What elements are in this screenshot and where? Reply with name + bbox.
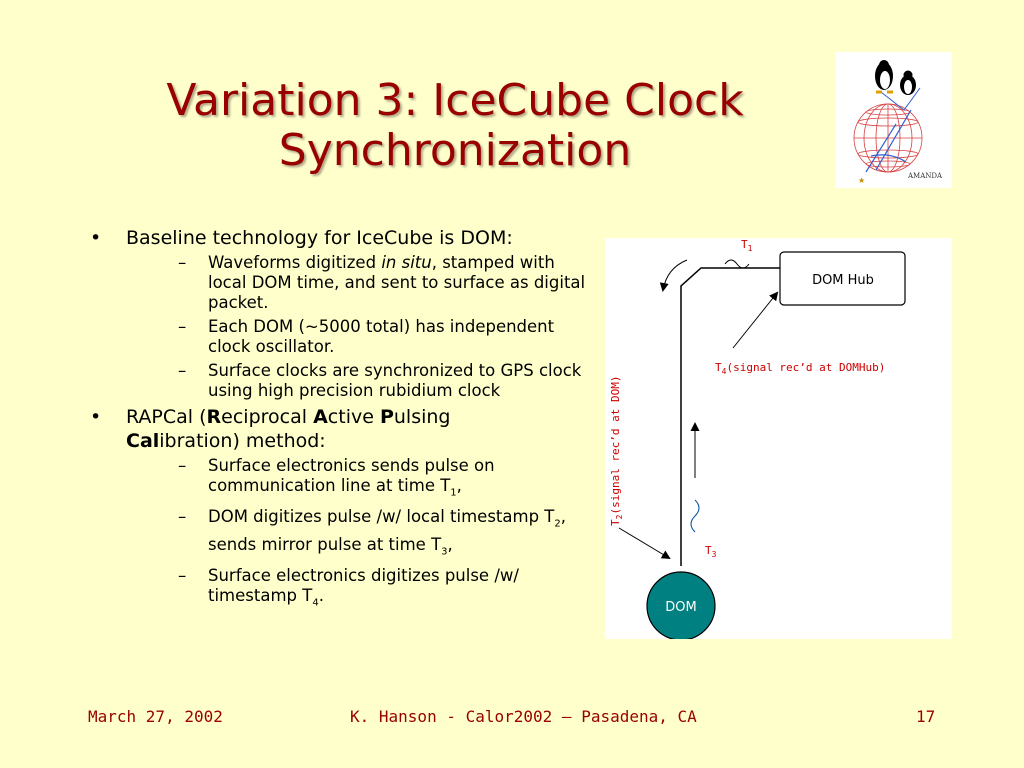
amanda-logo xyxy=(836,52,952,188)
bullet-rapcal: • RAPCal (Reciprocal Active Pulsing Calibration) method: – Surface electronics sends pulse on communication line at time $T_1$, – DOM digitizes pulse /w/ local timestamp $T_2$, sends mirror pulse at time $T_3$, – Surface electronics digitizes pulse /w/ timestamp $T_4$. xyxy=(88,405,598,613)
sub-bullet-t1: – Surface electronics sends pulse on communication line at time $T_1$, xyxy=(178,456,495,499)
footer-date: March 27, 2002 xyxy=(88,707,223,726)
cable-line xyxy=(681,268,780,566)
logo-label: AMANDA xyxy=(908,172,943,180)
arrow-to-dom xyxy=(619,528,669,558)
t2-label: $T_2(signal$ rec’d at DOM) xyxy=(609,375,624,526)
slide-body xyxy=(88,226,598,617)
t1-label: $T_1$ xyxy=(741,238,753,253)
footer-page-number: 17 xyxy=(916,707,936,726)
globe-penguin-icon xyxy=(836,52,952,188)
pulse-wave-vertical xyxy=(691,500,699,532)
rapcal-diagram-svg xyxy=(605,238,952,639)
bullet-dom-text: Baseline technology for IceCube is DOM: xyxy=(126,227,513,249)
title-line-2: Synchronization xyxy=(278,125,632,176)
dom-hub-label: DOM Hub xyxy=(812,273,874,288)
footer-author: K. Hanson - Calor2002 – Pasadena, CA xyxy=(350,707,697,726)
bullet-dot: • xyxy=(90,406,102,428)
bullet-dot: • xyxy=(90,227,102,249)
sub-bullet-t2-t3: – DOM digitizes pulse /w/ local timestamp $T_2$, sends mirror pulse at time $T_3$, xyxy=(178,507,567,557)
sub-bullet-gps: – Surface clocks are synchronized to GPS clock using high precision rubidium clock xyxy=(178,361,582,400)
slide-title xyxy=(60,76,850,176)
svg-text:★: ★ xyxy=(858,176,866,185)
rapcal-diagram xyxy=(605,238,952,639)
sub-bullet-waveforms: – Waveforms digitized in situ, stamped with local DOM time, and sent to surface as digital packet. xyxy=(178,253,586,312)
bullet-dom xyxy=(88,226,598,401)
sub-bullet-oscillator: – Each DOM (~5000 total) has independent clock oscillator. xyxy=(178,317,555,356)
arrow-to-hub xyxy=(733,293,777,348)
curved-arrow-down xyxy=(663,260,687,290)
title-line-1: Variation 3: IceCube Clock xyxy=(166,75,744,126)
dom-label: DOM xyxy=(665,600,697,615)
pulse-wave-top xyxy=(725,260,749,268)
sub-bullet-t4: – Surface electronics digitizes pulse /w/ timestamp $T_4$. xyxy=(178,565,519,609)
t4-label: $T_4(signal$ rec’d at DOMHub) xyxy=(715,361,886,376)
t3-label: $T_3$ xyxy=(705,544,717,559)
